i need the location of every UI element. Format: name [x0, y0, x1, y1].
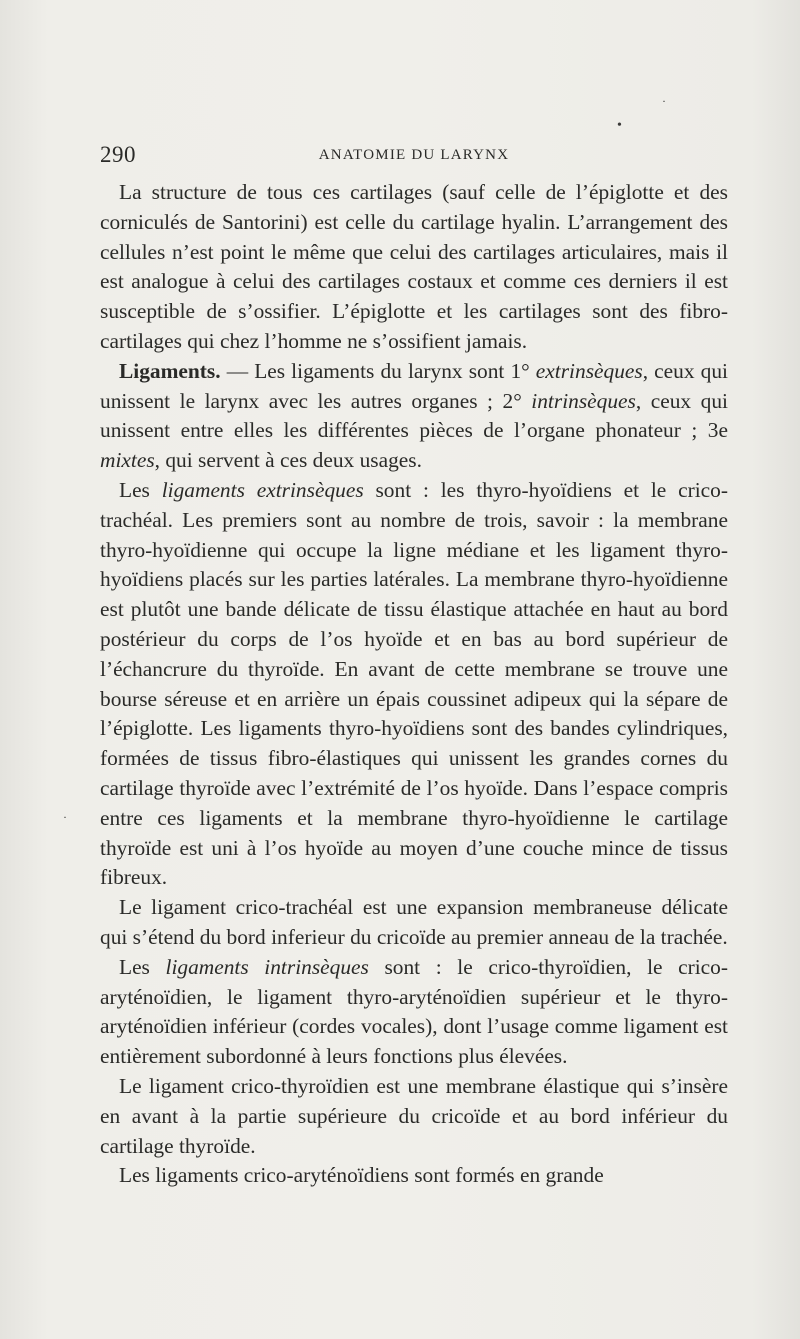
running-title: ANATOMIE DU LARYNX: [318, 147, 510, 163]
text-run: Le ligament crico-trachéal est une expansion membraneuse délicate qui s’étend du bord inferieur du cricoïde au premier anneau de la trachée.: [100, 895, 728, 949]
italic-text: ligaments intrinsèques: [165, 954, 369, 979]
italic-text: intrinsèques: [531, 388, 636, 413]
bold-text: Ligaments.: [119, 358, 221, 383]
italic-text: mixtes: [100, 448, 155, 473]
text-run: La structure de tous ces cartilages (sauf celle de l’épiglotte et des corniculés de Santorini) est celle du cartilage hyalin. L’arrangement des cellules n’est point le même que celui des cartilages articulaires, mais il est analogue à celui des cartilages costaux et comme ces derniers il est susceptible de s’ossifier. L’épiglotte et les cartilages sont des fibro-cartilages qui chez l’homme ne s’ossifient jamais.: [100, 180, 728, 353]
paragraph: [100, 178, 728, 357]
text-run: sont : le crico-thyroïdien, le crico-aryténoïdien, le ligament thyro-aryténoïdien supérieur et le thyro-aryténoïdien inférieur (cordes vocales), dont l’usage comme ligament est entièrement subordonné à leurs fonctions plus élevées.: [100, 954, 728, 1069]
paragraph: [100, 953, 728, 1072]
paragraph: [100, 357, 728, 476]
page-number: 290: [100, 142, 136, 167]
text-run: — Les ligaments du larynx sont 1°: [220, 358, 536, 383]
text-run: , ceux qui unissent entre elles les différentes pièces de l’organe phonateur ; 3e: [100, 388, 728, 443]
paragraph: [100, 1161, 728, 1191]
paragraph: [100, 476, 728, 893]
page-header: [100, 142, 728, 176]
text-run: Les: [119, 477, 162, 502]
text-run: , ceux qui unissent le larynx avec les autres organes ; 2°: [100, 358, 728, 413]
text-run: Le ligament crico-thyroïdien est une membrane élastique qui s’insère en avant à la partie supérieure du cricoïde et au bord inférieur du cartilage thyroïde.: [100, 1073, 728, 1158]
italic-text: ligaments extrinsèques: [161, 477, 364, 502]
ink-speck: ·: [63, 810, 67, 824]
ink-speck: ·: [662, 94, 666, 108]
text-run: , qui servent à ces deux usages.: [154, 448, 422, 473]
text-run: Les ligaments crico-aryténoïdiens sont formés en grande: [119, 1163, 604, 1188]
text-run: Les: [119, 954, 166, 979]
italic-text: extrinsèques: [535, 358, 643, 383]
text-run: sont : les thyro-hyoïdiens et le crico-trachéal. Les premiers sont au nombre de trois, savoir : la membrane thyro-hyoïdienne qui occupe la ligne médiane et les ligament thyro-hyoïdiens placés sur les parties latérales. La membrane thyro-hyoïdienne est plutôt une bande délicate de tissu élastique attachée en haut au bord postérieur du corps de l’os hyoïde et en bas au bord supérieur de l’échancrure du thyroïde. En avant de cette membrane se trouve une bourse séreuse et en arrière un épais coussinet adipeux qui la sépare de l’épiglotte. Les ligaments thyro-hyoïdiens sont des bandes cylindriques, formées de tissus fibro-élastiques qui unissent les grandes cornes du cartilage thyroïde avec l’extrémité de l’os hyoïde. Dans l’espace compris entre ces ligaments et la membrane thyro-hyoïdienne le cartilage thyroïde est uni à l’os hyoïde au moyen d’une couche mince de tissus fibreux.: [100, 477, 728, 890]
paragraph: [100, 893, 728, 953]
body-text: [100, 178, 728, 1191]
ink-speck: •: [617, 118, 622, 133]
paragraph: [100, 1072, 728, 1161]
